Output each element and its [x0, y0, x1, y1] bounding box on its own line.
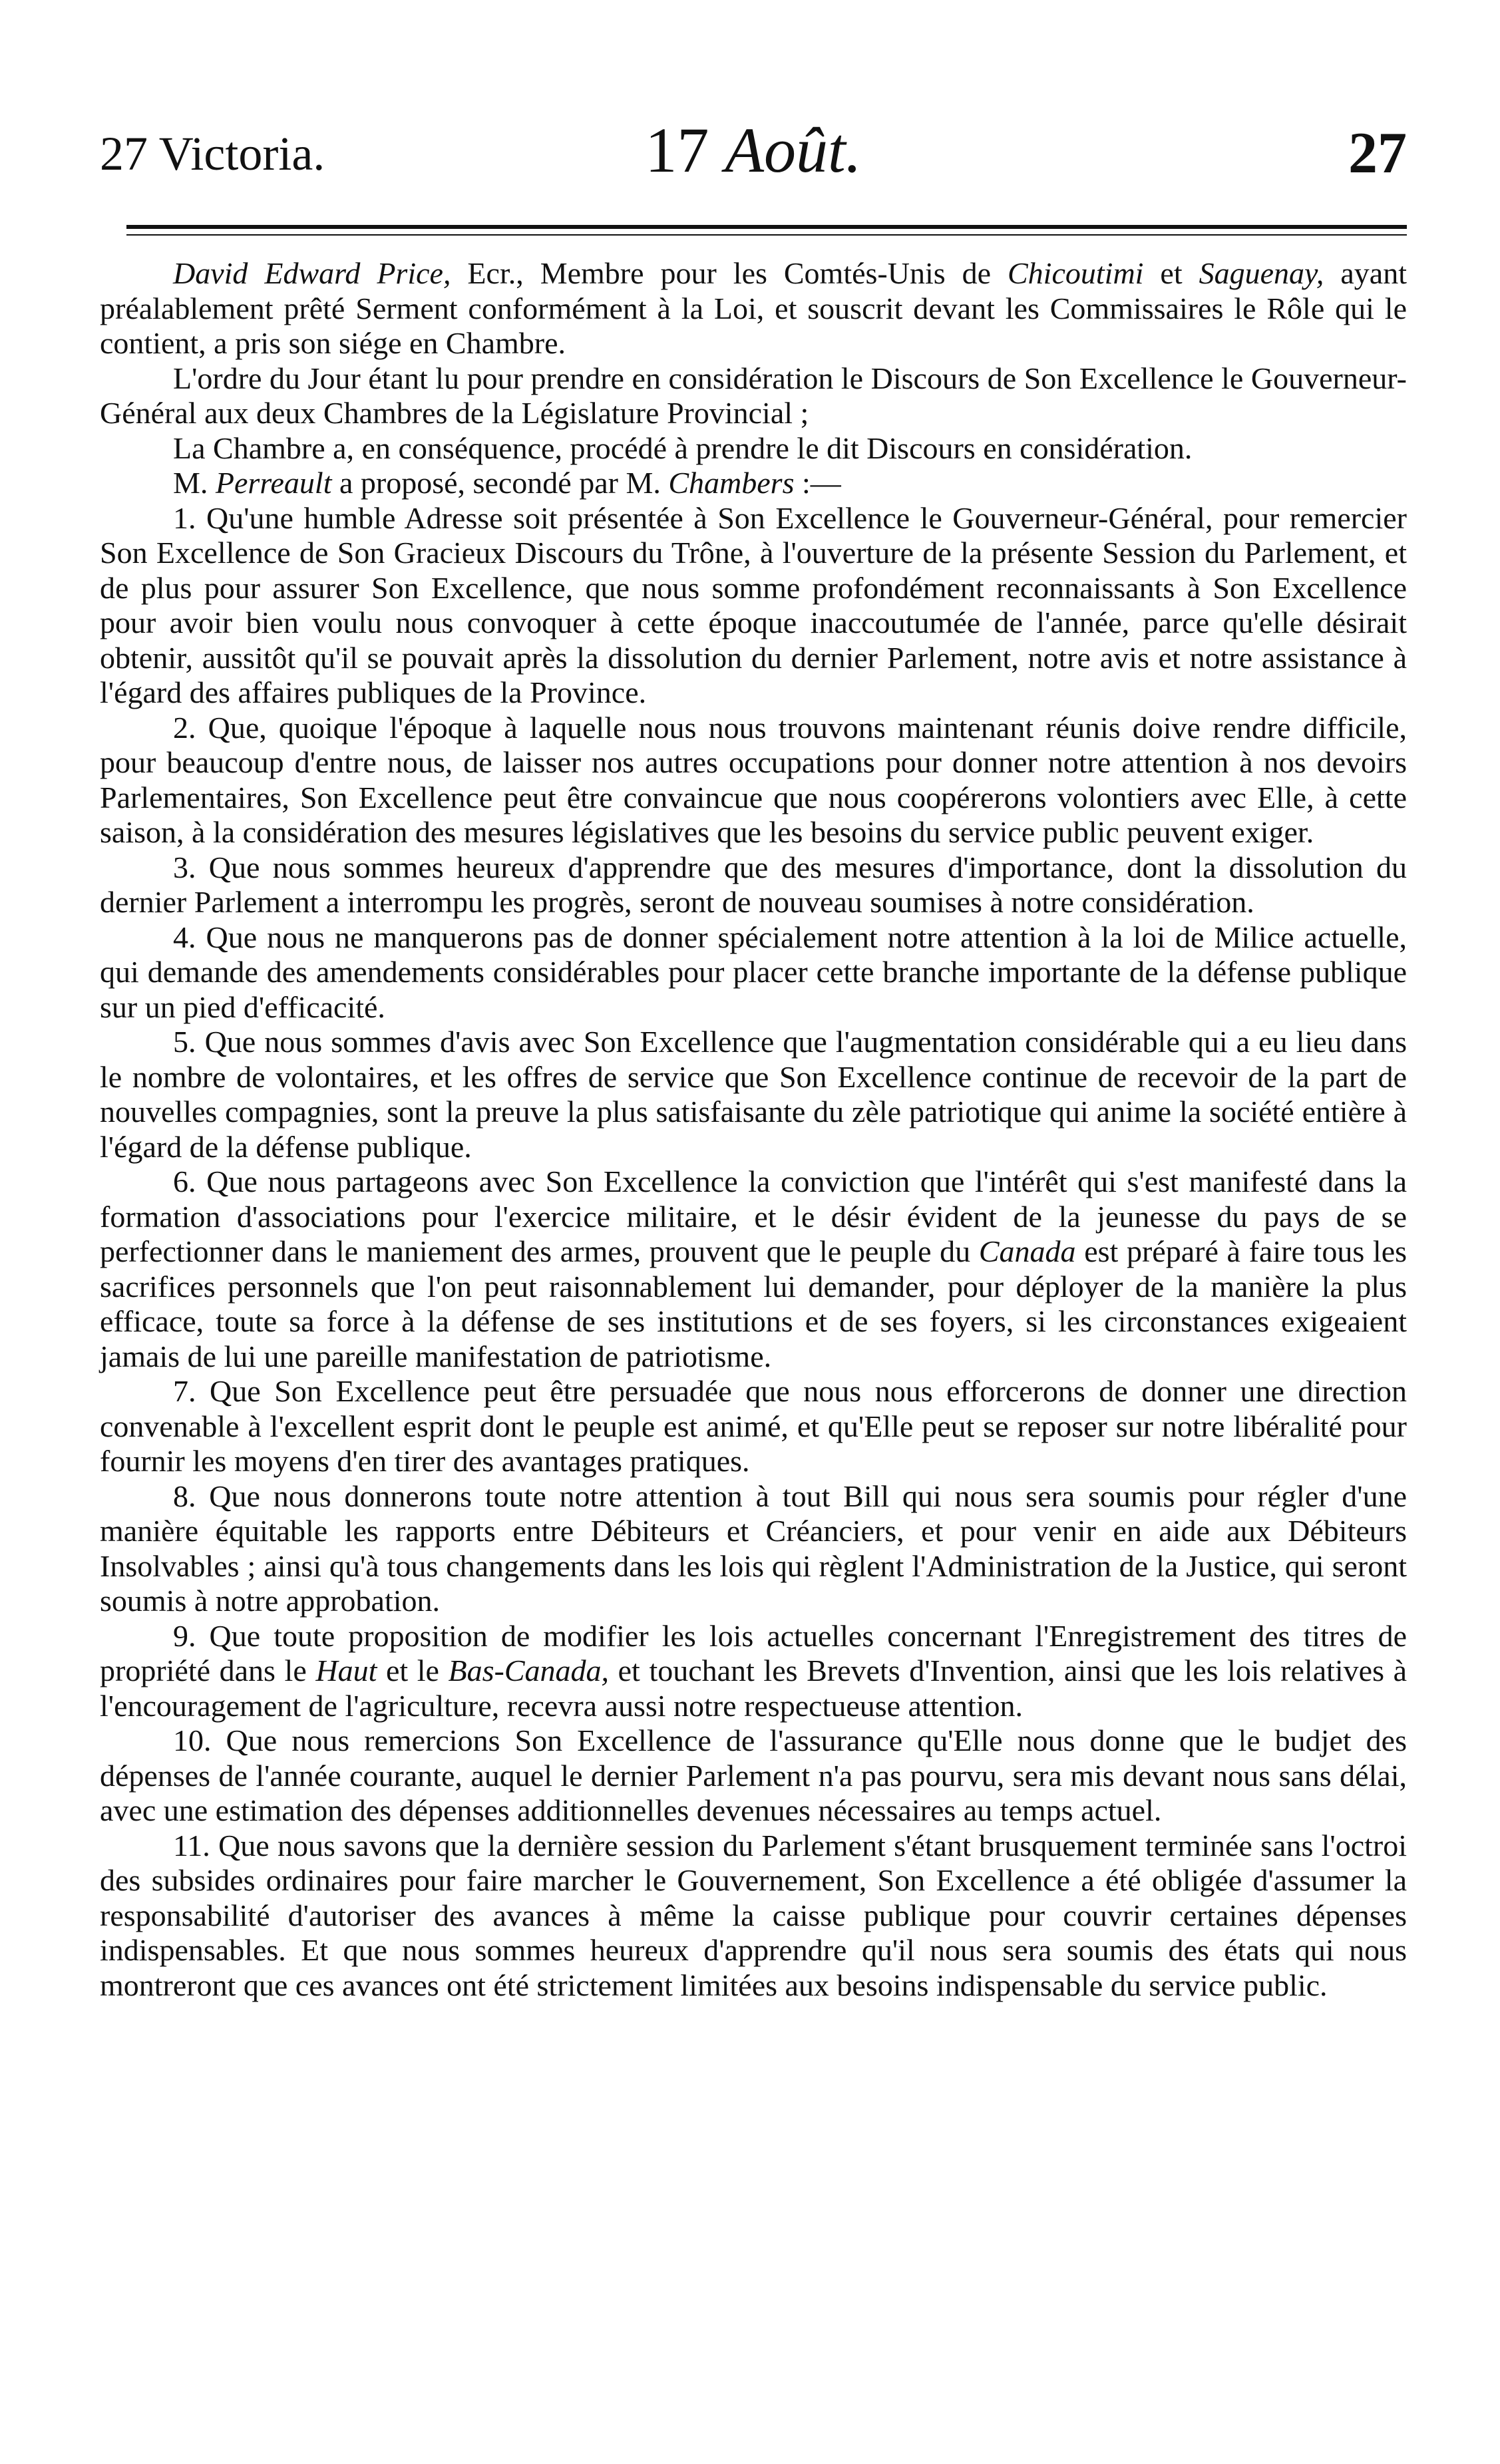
- date-month: Août.: [725, 114, 862, 186]
- page-header: [100, 100, 1407, 200]
- resolution-1: 1. Qu'une humble Adresse soit présentée à Son Excellence le Gouverneur-Général, pour remercier Son Excellence de Son Gracieux Discours du Trône, à l'ouverture de la présente Session du Parlement, et de plus pour assurer Son Excellence, que nous somme profondément reconnaissants à Son Excellence pour avoir bien voulu nous convoquer à cette époque inaccoutumée de l'année, parce qu'elle désirait obtenir, aussitôt qu'il se pouvait après la dissolution du dernier Parlement, notre avis et notre assistance à l'égard des affaires publiques de la Province.: [100, 500, 1407, 709]
- resolution-11: 11. Que nous savons que la dernière session du Parlement s'étant brusquement terminée sans l'octroi des subsides ordinaires pour faire marcher le Gouvernement, Son Excellence a été obligée d'assumer la responsabilité d'autoriser des avances à même la caisse publique pour couvrir certaines dépenses indispensables. Et que nous sommes heureux d'apprendre qu'il nous sera soumis des états qui nous montreront que ces avances ont été strictement limitées aux besoins indispensable du service public.: [100, 1828, 1407, 2002]
- resolution-6-place: Canada: [978, 1234, 1076, 1268]
- resolution-10: 10. Que nous remercions Son Excellence de l'assurance qu'Elle nous donne que le budjet des dépenses de l'année courante, auquel le dernier Parlement n'a pas pourvu, sera mis devant nous sans délai, avec une estimation des dépenses additionnelles devenues nécessaires au temps actuel.: [100, 1723, 1407, 1827]
- county-1: Chicoutimi: [1008, 256, 1144, 290]
- opening-text-2: et: [1143, 256, 1199, 290]
- motion-text-1: M.: [173, 466, 216, 500]
- motion-text-3: :—: [794, 466, 841, 500]
- mover-name: Perreault: [215, 466, 332, 500]
- page-body: [100, 256, 1407, 2003]
- resolution-6-text-2: est préparé à faire tous les sacrifices personnels que l'on peut raisonnablement lui demander, pour déployer de la manière la plus efficace, toute sa force à la défense de ses institutions et de ses foyers, si les circonstances exigeaient jamais de lui une pareille manifestation de patriotisme.: [100, 1234, 1407, 1373]
- motion-text-2: a proposé, secondé par M.: [331, 466, 669, 500]
- opening-text-1: Ecr., Membre pour les Comtés-Unis de: [451, 256, 1008, 290]
- resolution-9-bas: Bas-Canada,: [448, 1654, 610, 1687]
- regnal-year: 27 Victoria.: [100, 127, 325, 180]
- resolution-9: [100, 1619, 1407, 1724]
- resolution-7: 7. Que Son Excellence peut être persuadée que nous nous efforcerons de donner une direction convenable à l'excellent esprit dont le peuple est animé, et qu'Elle peut se reposer sur notre libéralité pour fournir les moyens d'en tirer des avantages pratiques.: [100, 1374, 1407, 1478]
- opening-paragraph: [100, 256, 1407, 361]
- chamber-paragraph: La Chambre a, en conséquence, procédé à prendre le dit Discours en considération.: [173, 431, 1193, 465]
- resolution-9-haut: Haut: [315, 1654, 377, 1687]
- resolution-3: 3. Que nous sommes heureux d'apprendre que des mesures d'importance, dont la dissolution du dernier Parlement a interrompu les progrès, seront de nouveau soumises à notre considération.: [100, 850, 1407, 919]
- resolution-9-text-3: et touchant les Brevets d'Invention, ainsi que les lois relatives à l'encouragement de l'agriculture, recevra aussi notre respectueuse attention.: [100, 1654, 1407, 1723]
- opening-text-3: ayant préalablement prêté Serment conformément à la Loi, et souscrit devant les Commissaires le Rôle qui le contient, a pris son siége en Chambre.: [100, 256, 1407, 360]
- page-date: [100, 113, 1407, 187]
- resolution-8: 8. Que nous donnerons toute notre attention à tout Bill qui nous sera soumis pour régler d'une manière équitable les rapports entre Débiteurs et Créanciers, et pour venir en aide aux Débiteurs Insolvables ; ainsi qu'à tous changements dans les lois qui règlent l'Administration de la Justice, qui seront soumis à notre approbation.: [100, 1479, 1407, 1618]
- resolution-2: 2. Que, quoique l'époque à laquelle nous nous trouvons maintenant réunis doive rendre difficile, pour beaucoup d'entre nous, de laisser nos autres occupations pour donner notre attention à nos devoirs Parlementaires, Son Excellence peut être convaincue que nous coopérerons volontiers avec Elle, à cette saison, à la considération des mesures législatives que les besoins du service public peuvent exiger.: [100, 710, 1407, 849]
- resolution-9-text-1: 9. Que toute proposition de modifier les lois actuelles concernant l'Enregistrement des titres de propriété dans le: [100, 1618, 1407, 1687]
- page-number: 27: [1348, 121, 1407, 186]
- order-of-day-paragraph: L'ordre du Jour étant lu pour prendre en considération le Discours de Son Excellence le Gouverneur-Général aux deux Chambres de la Législature Provincial ;: [100, 361, 1407, 430]
- resolution-9-text-2: et le: [377, 1654, 449, 1687]
- seconder-name: Chambers: [668, 466, 795, 500]
- resolution-5: 5. Que nous sommes d'avis avec Son Excellence que l'augmentation considérable qui a eu lieu dans le nombre de volontaires, et les offres de service que Son Excellence continue de recevoir de la part de nouvelles compagnies, sont la preuve la plus satisfaisante du zèle patriotique qui anime la société entière à l'égard de la défense publique.: [100, 1025, 1407, 1164]
- member-name: David Edward Price,: [173, 256, 451, 290]
- resolution-6-text-1: 6. Que nous partageons avec Son Excellence la conviction que l'intérêt qui s'est manifesté dans la formation d'associations pour l'exercice militaire, et le désir évident de la jeunesse du pays de se perfectionner dans le maniement des armes, prouvent que le peuple du: [100, 1164, 1407, 1268]
- motion-paragraph: [100, 466, 1407, 501]
- resolution-6: [100, 1164, 1407, 1374]
- resolution-4: 4. Que nous ne manquerons pas de donner spécialement notre attention à la loi de Milice actuelle, qui demande des amendements considérables pour placer cette branche importante de la défense publique sur un pied d'efficacité.: [100, 920, 1407, 1024]
- county-2: Saguenay,: [1199, 256, 1324, 290]
- header-rule: [126, 225, 1407, 236]
- date-day: 17: [645, 114, 709, 186]
